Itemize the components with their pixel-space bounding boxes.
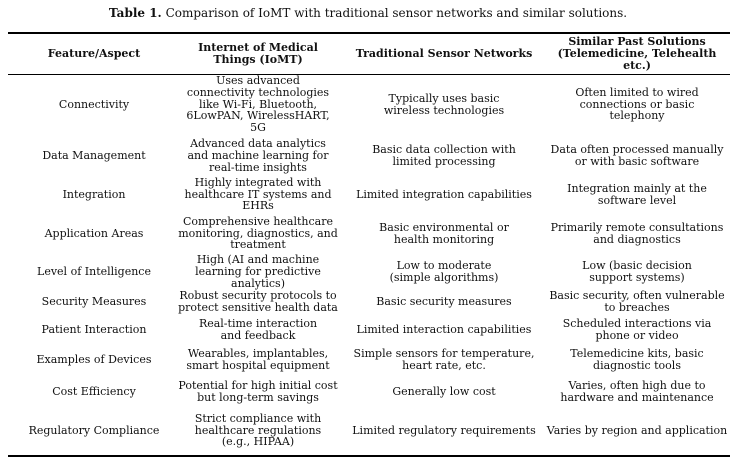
cell-past: Scheduled interactions via phone or video (562, 317, 712, 342)
table-row (0, 345, 736, 375)
cell-past: Varies, often high due to hardware and maintenance (560, 378, 714, 404)
table-row (0, 288, 736, 315)
header-traditional: Traditional Sensor Networks (355, 47, 533, 60)
cell-traditional: Limited integration capabilities (356, 187, 532, 201)
cell-iomt: Comprehensive healthcare monitoring, diagnostics, and treatment (178, 214, 338, 252)
header-past-solutions: Similar Past Solutions (Telemedicine, Telehealth etc.) (557, 35, 717, 72)
cell-iomt: Potential for high initial cost but long-term savings (178, 378, 338, 404)
cell-traditional: Limited interaction capabilities (356, 323, 532, 337)
cell-traditional: Generally low cost (392, 384, 496, 398)
cell-past: Basic security, often vulnerable to breaches (549, 288, 725, 314)
cell-traditional: Low to moderate (simple algorithms) (389, 259, 499, 284)
table-caption-text: Comparison of IoMT with traditional sensor networks and similar solutions. (165, 6, 628, 20)
cell-feature: Data Management (42, 149, 146, 163)
cell-traditional: Basic security measures (376, 294, 512, 308)
cell-past: Low (basic decision support systems) (582, 259, 692, 284)
cell-past: Primarily remote consultations and diagnostics (550, 220, 724, 246)
cell-feature: Application Areas (44, 226, 144, 240)
cell-traditional: Basic data collection with limited processing (372, 143, 516, 168)
header-iomt: Internet of Medical Things (IoMT) (198, 41, 318, 66)
cell-iomt: Uses advanced connectivity technologies like Wi-Fi, Bluetooth, 6LowPAN, WirelessHART, 5G (186, 74, 330, 135)
cell-iomt: Robust security protocols to protect sensitive health data (178, 288, 338, 314)
cell-feature: Integration (62, 187, 126, 201)
cell-feature: Examples of Devices (36, 353, 152, 367)
cell-feature: Regulatory Compliance (28, 423, 160, 437)
table-caption-label: Table 1. (108, 6, 162, 20)
table-row (0, 408, 736, 453)
cell-iomt: High (AI and machine learning for predictive analytics) (195, 253, 321, 290)
cell-feature: Connectivity (58, 97, 130, 111)
cell-traditional: Limited regulatory requirements (352, 423, 536, 437)
table-bottom-rule (8, 455, 730, 457)
cell-past: Varies by region and application (546, 423, 728, 437)
cell-past: Often limited to wired connections or basic telephony (575, 85, 699, 123)
table-row (0, 134, 736, 178)
table-caption (0, 6, 736, 20)
table-top-rule (8, 32, 730, 34)
table-row (0, 211, 736, 256)
cell-iomt: Wearables, implantables, smart hospital equipment (186, 347, 330, 372)
cell-feature: Patient Interaction (41, 323, 147, 337)
table-row (0, 375, 736, 408)
cell-iomt: Highly integrated with healthcare IT systems and EHRs (184, 175, 332, 213)
cell-traditional: Typically uses basic wireless technologies (383, 91, 505, 117)
cell-past: Integration mainly at the software level (567, 181, 707, 207)
cell-traditional: Basic environmental or health monitoring (379, 220, 509, 246)
table-row (0, 253, 736, 290)
cell-feature: Security Measures (41, 294, 147, 308)
table-row (0, 75, 736, 134)
cell-traditional: Simple sensors for temperature, heart rate, etc. (353, 347, 535, 372)
cell-feature: Cost Efficiency (52, 384, 136, 398)
cell-iomt: Strict compliance with healthcare regulations (e.g., HIPAA) (194, 411, 322, 449)
cell-past: Telemedicine kits, basic diagnostic tools (570, 347, 704, 372)
header-feature: Feature/Aspect (47, 47, 141, 60)
cell-feature: Level of Intelligence (37, 265, 151, 279)
cell-iomt: Real-time interaction and feedback (198, 317, 318, 342)
cell-past: Data often processed manually or with basic software (550, 143, 724, 168)
table-row (0, 315, 736, 345)
cell-iomt: Advanced data analytics and machine learning for real-time insights (187, 137, 329, 174)
table-row (0, 175, 736, 213)
